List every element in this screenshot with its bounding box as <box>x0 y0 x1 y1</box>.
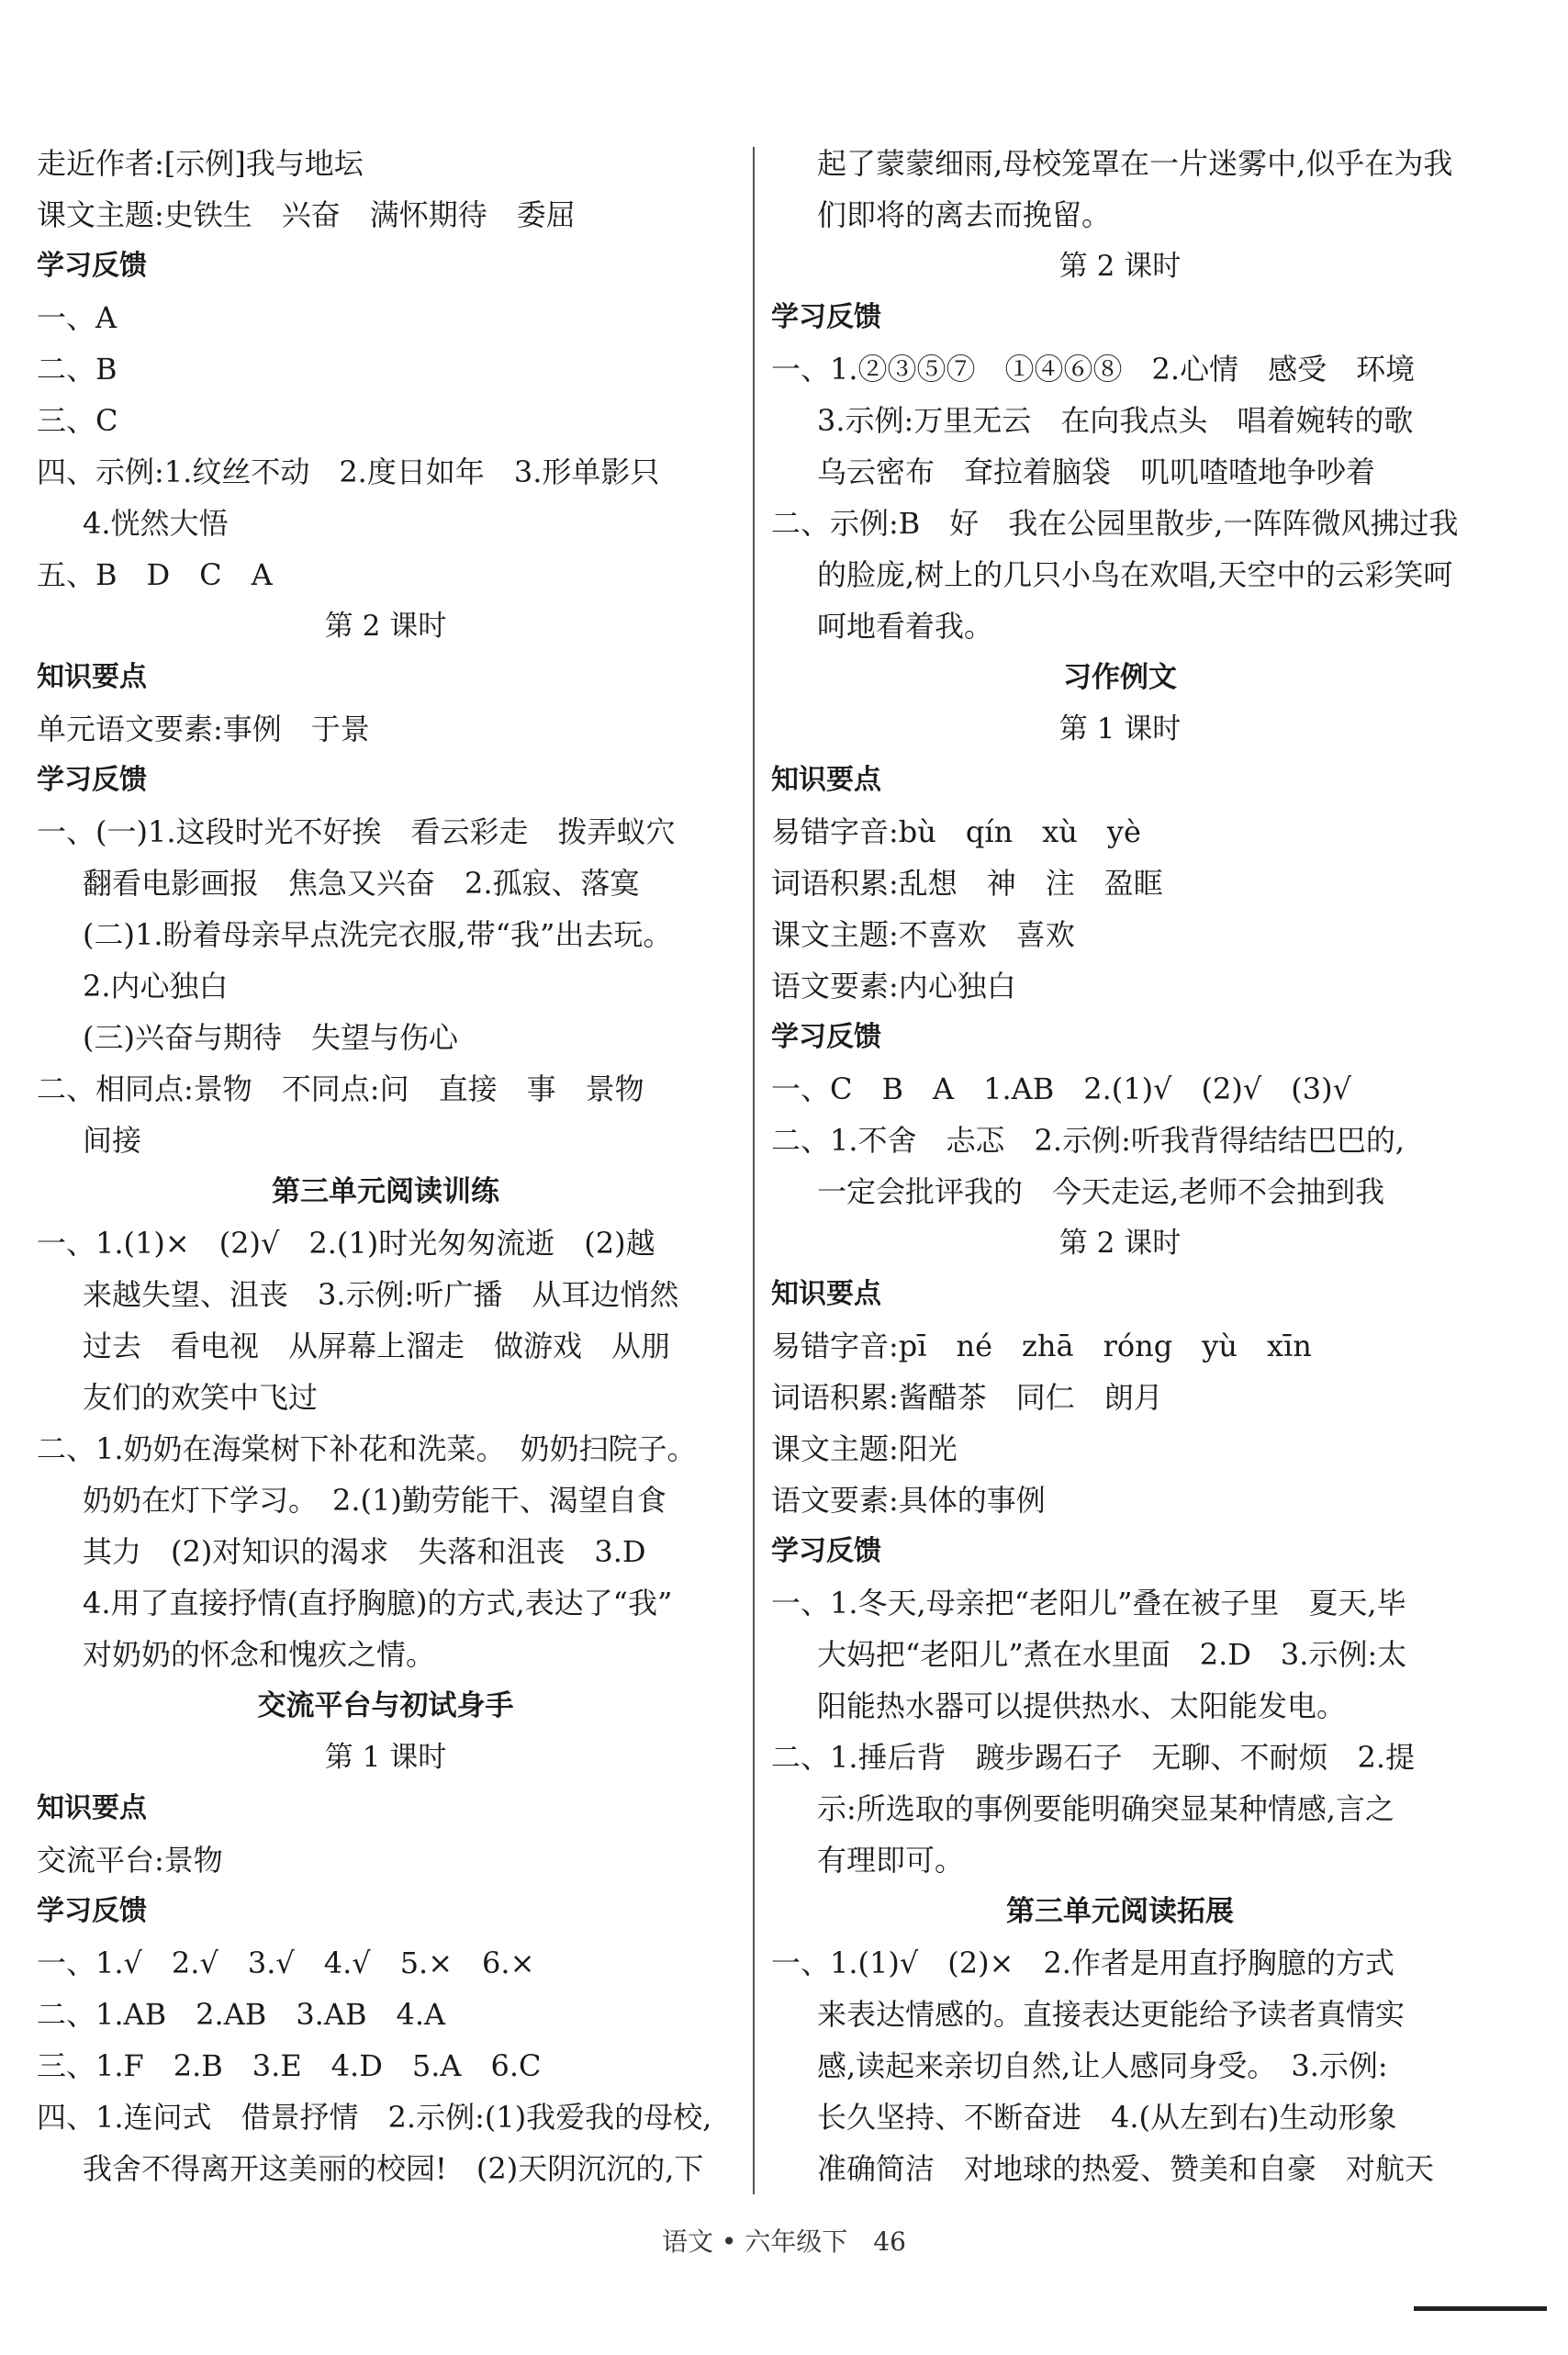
left-section-heading: 学习反馈 <box>37 764 147 796</box>
left-section-title: 第三单元阅读训练 <box>272 1175 499 1208</box>
left-text-line: 二、B <box>37 352 118 387</box>
left-text-line: 单元语文要素:事例 于景 <box>37 712 370 746</box>
left-text-line: 一、A <box>37 300 118 335</box>
left-text-line: 过去 看电视 从屏幕上溜走 做游戏 从朋 <box>83 1329 671 1363</box>
left-text-line: 一、1.√ 2.√ 3.√ 4.√ 5.× 6.× <box>37 1946 535 1980</box>
left-text-line: 我舍不得离开这美丽的校园! (2)天阴沉沉的,下 <box>83 2151 704 2186</box>
right-section-heading: 知识要点 <box>771 1278 881 1310</box>
right-text-line: 起了蒙蒙细雨,母校笼罩在一片迷雾中,似乎在为我 <box>817 146 1453 181</box>
left-text-line: 三、C <box>37 403 118 438</box>
left-text-line: 2.内心独白 <box>83 969 229 1004</box>
left-text-line: (三)兴奋与期待 失望与伤心 <box>83 1020 458 1055</box>
right-text-line: 二、1.不舍 忐忑 2.示例:听我背得结结巴巴的, <box>771 1123 1406 1158</box>
left-text-line: 翻看电影画报 焦急又兴奋 2.孤寂、落寞 <box>83 866 640 901</box>
right-section-heading: 学习反馈 <box>771 301 881 333</box>
left-text-line: 来越失望、沮丧 3.示例:听广播 从耳边悄然 <box>83 1277 679 1312</box>
left-text-line: 4.恍然大悟 <box>83 506 229 541</box>
left-text-line: 对奶奶的怀念和愧疚之情。 <box>83 1637 436 1672</box>
right-section-title: 第三单元阅读拓展 <box>1006 1895 1234 1928</box>
left-section-heading: 学习反馈 <box>37 250 147 282</box>
left-section-heading: 知识要点 <box>37 661 147 693</box>
right-text-line: 一、C B A 1.AB 2.(1)√ (2)√ (3)√ <box>771 1071 1351 1106</box>
right-text-line: 来表达情感的。直接表达更能给予读者真情实 <box>817 1997 1406 2032</box>
right-text-line: 课文主题:阳光 <box>771 1431 958 1466</box>
left-lesson-subtitle: 第 1 课时 <box>324 1741 447 1774</box>
left-text-line: 二、1.AB 2.AB 3.AB 4.A <box>37 1997 446 2032</box>
right-section-heading: 学习反馈 <box>771 1535 881 1567</box>
right-text-line: 一定会批评我的 今天走运,老师不会抽到我 <box>817 1174 1385 1209</box>
right-text-line: 二、示例:B 好 我在公园里散步,一阵阵微风拂过我 <box>771 506 1459 541</box>
right-text-line: 准确简洁 对地球的热爱、赞美和自豪 对航天 <box>817 2151 1435 2186</box>
right-text-line: 有理即可。 <box>817 1843 965 1878</box>
right-section-title: 习作例文 <box>1063 661 1177 694</box>
left-text-line: 友们的欢笑中飞过 <box>83 1380 319 1415</box>
right-text-line: 3.示例:万里无云 在向我点头 唱着婉转的歌 <box>817 403 1414 438</box>
right-text-line: 词语积累:酱醋茶 同仁 朗月 <box>771 1380 1163 1415</box>
right-text-line: 们即将的离去而挽留。 <box>817 197 1112 232</box>
right-text-line: 一、1.冬天,母亲把“老阳儿”叠在被子里 夏天,毕 <box>771 1586 1406 1620</box>
left-text-line: 四、示例:1.纹丝不动 2.度日如年 3.形单影只 <box>37 454 660 489</box>
left-column <box>37 138 734 2194</box>
right-text-line: 易错字音:pī né zhā róng yù xīn <box>771 1329 1312 1363</box>
left-text-line: 一、(一)1.这段时光不好挨 看云彩走 拨弄蚁穴 <box>37 814 676 849</box>
left-text-line: 三、1.F 2.B 3.E 4.D 5.A 6.C <box>37 2048 542 2083</box>
right-lesson-subtitle: 第 2 课时 <box>1058 250 1182 283</box>
left-text-line: 间接 <box>83 1123 142 1158</box>
left-text-line: 4.用了直接抒情(直抒胸臆)的方式,表达了“我” <box>83 1586 673 1620</box>
page-footer: 语文 • 六年级下 46 <box>662 2226 906 2257</box>
right-lesson-subtitle: 第 2 课时 <box>1058 1227 1182 1260</box>
right-text-line: 语文要素:具体的事例 <box>771 1483 1046 1518</box>
left-section-heading: 学习反馈 <box>37 1895 147 1927</box>
right-text-line: 长久坚持、不断奋进 4.(从左到右)生动形象 <box>817 2100 1397 2135</box>
right-lesson-subtitle: 第 1 课时 <box>1058 712 1182 746</box>
right-text-line: 的脸庞,树上的几只小鸟在欢唱,天空中的云彩笑呵 <box>817 557 1453 592</box>
left-section-title: 交流平台与初试身手 <box>257 1689 514 1722</box>
left-section-heading: 知识要点 <box>37 1792 147 1824</box>
right-text-line: 示:所选取的事例要能明确突显某种情感,言之 <box>817 1791 1394 1826</box>
left-text-line: 五、B D C A <box>37 557 273 592</box>
left-text-line: 走近作者:[示例]我与地坛 <box>37 146 364 181</box>
right-text-line: 乌云密布 耷拉着脑袋 叽叽喳喳地争吵着 <box>817 454 1376 489</box>
left-text-line: 奶奶在灯下学习。 2.(1)勤劳能干、渴望自食 <box>83 1483 666 1518</box>
column-divider <box>753 147 755 2194</box>
right-text-line: 感,读起来亲切自然,让人感同身受。 3.示例: <box>817 2048 1388 2083</box>
left-text-line: 交流平台:景物 <box>37 1843 223 1878</box>
right-text-line: 一、1.(1)√ (2)× 2.作者是用直抒胸臆的方式 <box>771 1946 1394 1980</box>
left-text-line: (二)1.盼着母亲早点洗完衣服,带“我”出去玩。 <box>83 917 673 952</box>
right-text-line: 易错字音:bù qín xù yè <box>771 814 1141 849</box>
left-text-line: 一、1.(1)× (2)√ 2.(1)时光匆匆流逝 (2)越 <box>37 1226 655 1261</box>
right-text-line: 二、1.捶后背 踱步踢石子 无聊、不耐烦 2.提 <box>771 1740 1416 1775</box>
left-text-line: 二、相同点:景物 不同点:问 直接 事 景物 <box>37 1071 644 1106</box>
right-column <box>771 138 1469 2194</box>
right-text-line: 语文要素:内心独白 <box>771 969 1016 1004</box>
left-text-line: 课文主题:史铁生 兴奋 满怀期待 委屈 <box>37 197 576 232</box>
right-text-line: 阳能热水器可以提供热水、太阳能发电。 <box>817 1688 1347 1723</box>
left-text-line: 其力 (2)对知识的渴求 失落和沮丧 3.D <box>83 1534 646 1569</box>
right-text-line: 大妈把“老阳儿”煮在水里面 2.D 3.示例:太 <box>817 1637 1407 1672</box>
right-text-line: 一、1.②③⑤⑦ ①④⑥⑧ 2.心情 感受 环境 <box>771 352 1416 387</box>
right-text-line: 课文主题:不喜欢 喜欢 <box>771 917 1075 952</box>
bottom-rule <box>1414 2306 1547 2311</box>
left-text-line: 二、1.奶奶在海棠树下补花和洗菜。 奶奶扫院子。 <box>37 1431 697 1466</box>
left-text-line: 四、1.连问式 借景抒情 2.示例:(1)我爱我的母校, <box>37 2100 712 2135</box>
right-section-heading: 知识要点 <box>771 764 881 796</box>
right-section-heading: 学习反馈 <box>771 1021 881 1053</box>
left-lesson-subtitle: 第 2 课时 <box>324 610 447 643</box>
right-text-line: 呵地看着我。 <box>817 609 994 644</box>
right-text-line: 词语积累:乱想 神 注 盈眶 <box>771 866 1163 901</box>
